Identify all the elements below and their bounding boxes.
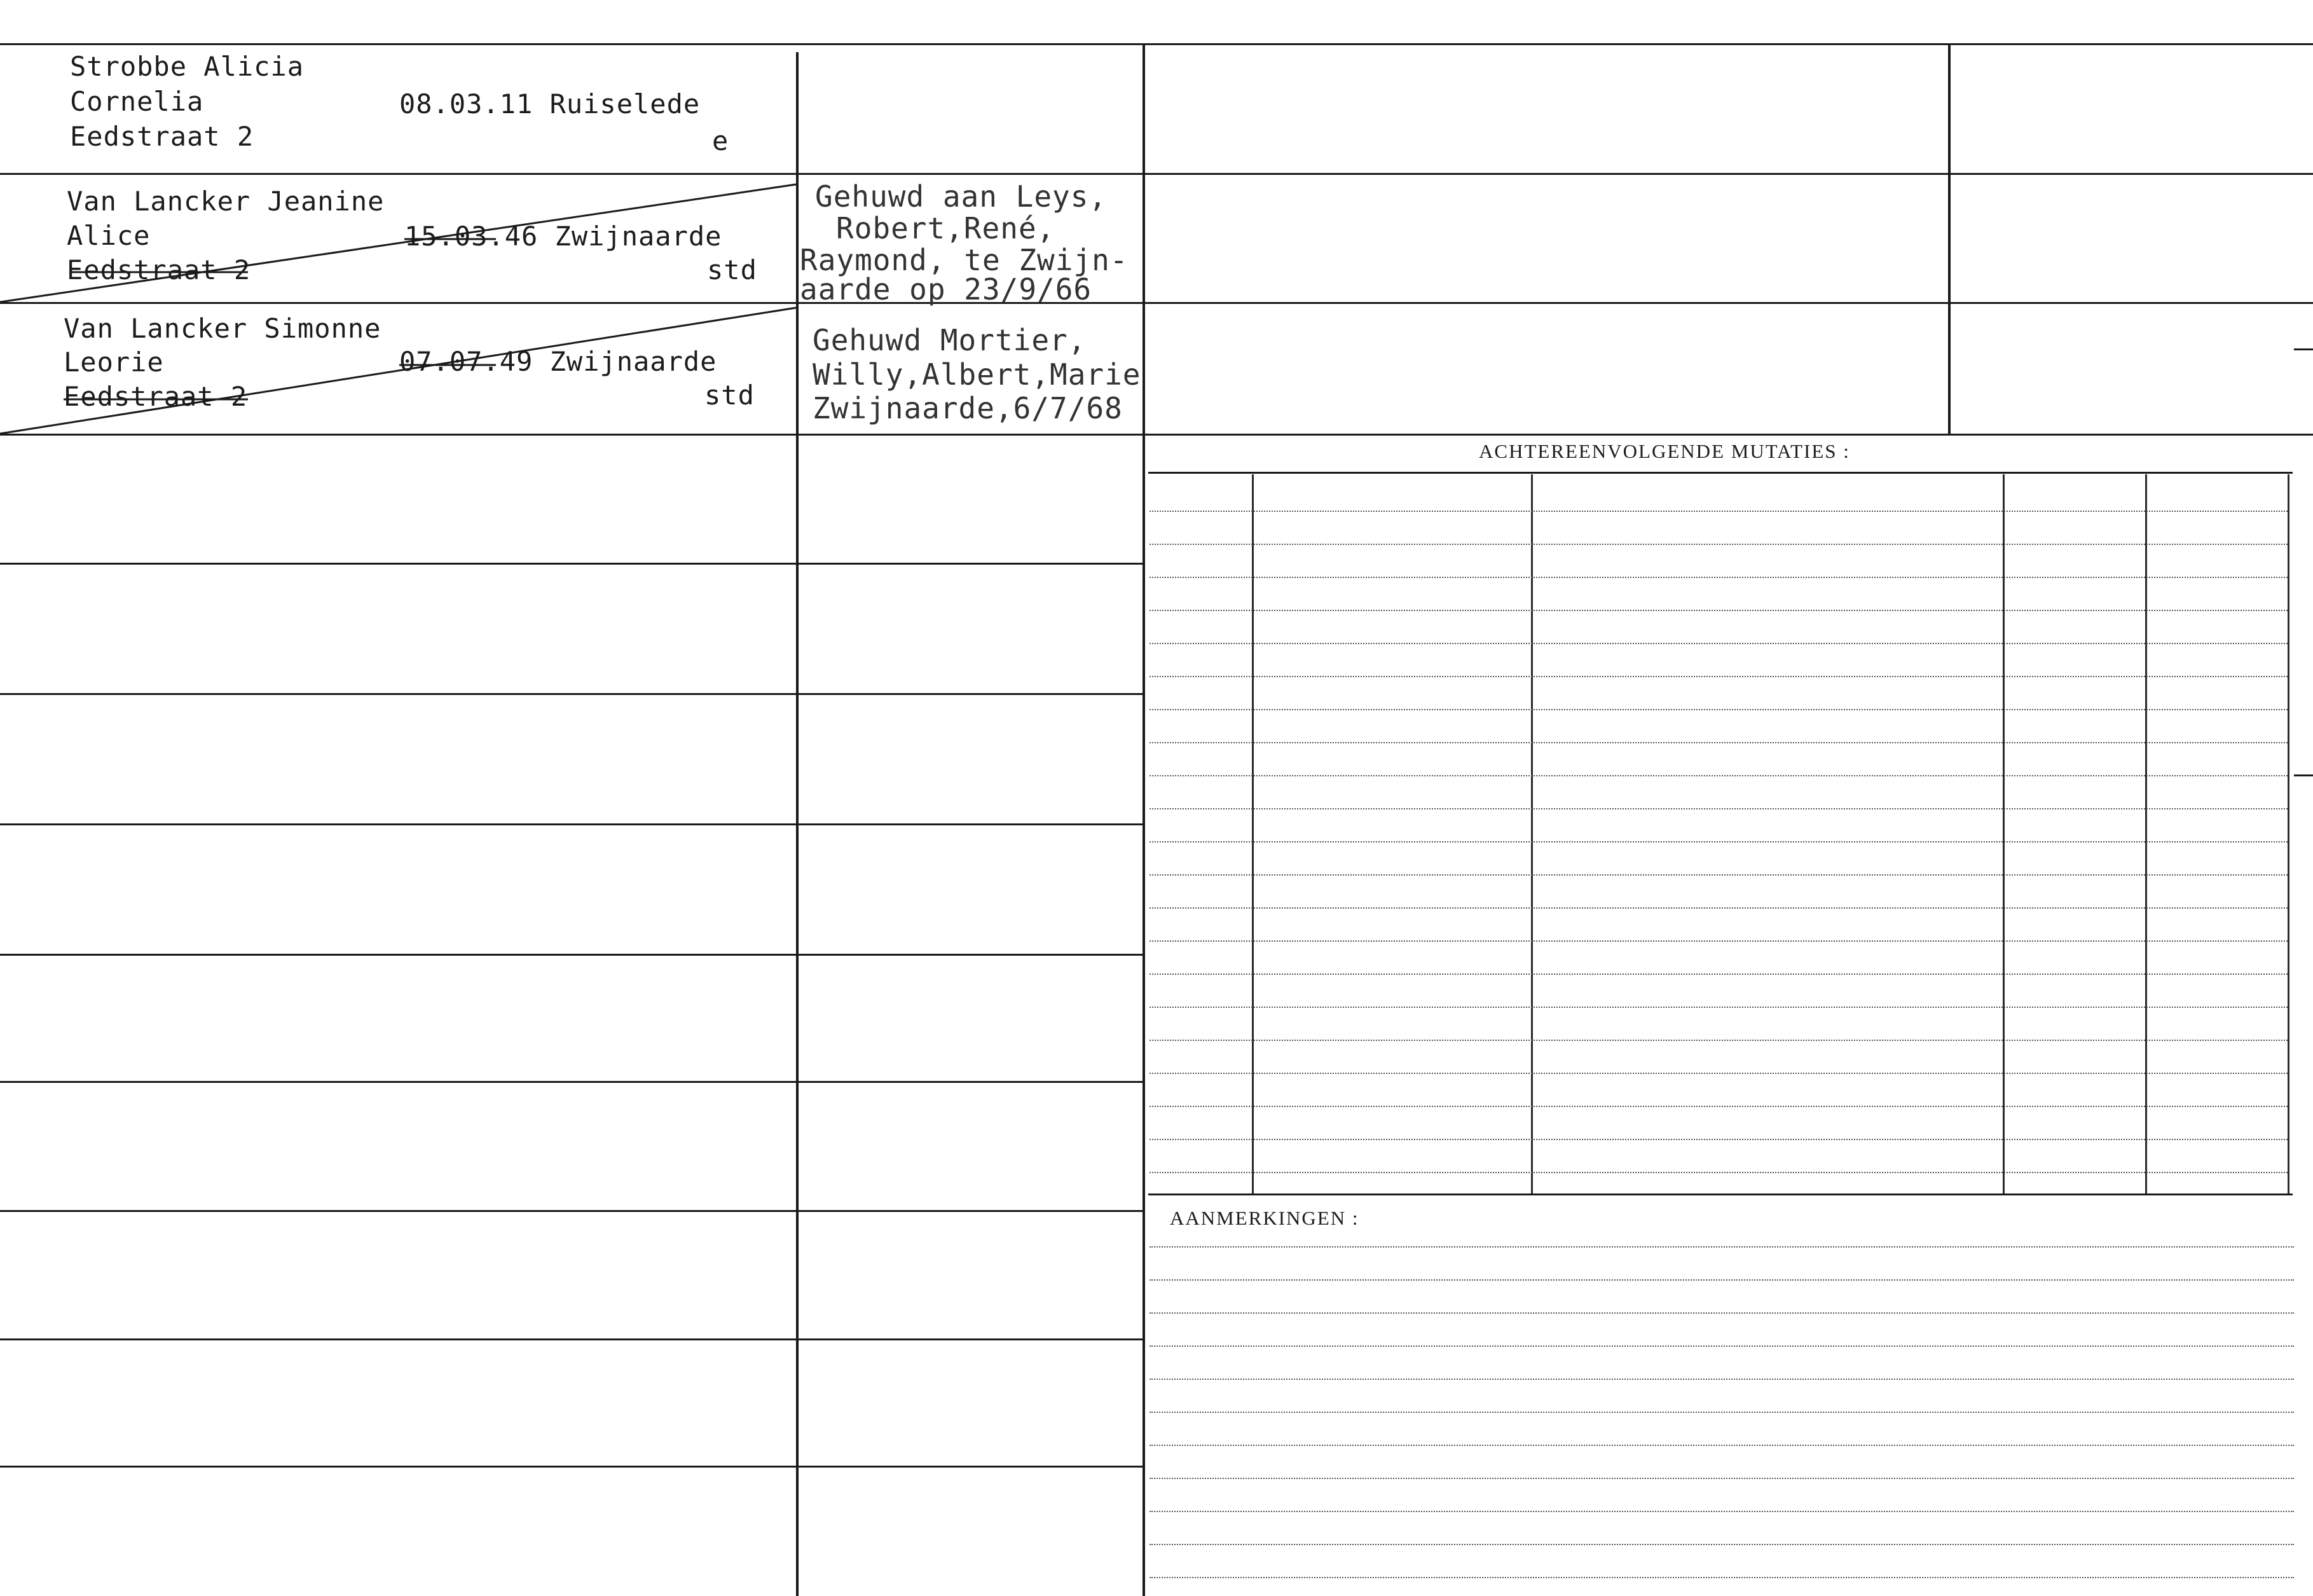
resident-birth-date-place: 07.07.49 Zwijnaarde — [399, 346, 717, 377]
resident-birth-date-place: 08.03.11 Ruiselede — [399, 88, 701, 120]
resident-address: Eedstraat 2 — [64, 381, 248, 412]
marriage-remark-line: Gehuwd aan Leys, — [815, 179, 1108, 214]
resident-given-names: Alice — [67, 220, 151, 251]
resident-status: e — [712, 125, 729, 156]
edge-tick — [2294, 774, 2313, 776]
resident-given-names: Cornelia — [70, 86, 204, 117]
marriage-remark-line: Willy,Albert,Marie — [813, 357, 1141, 392]
resident-address: Eedstraat 2 — [70, 121, 254, 152]
resident-name: Van Lancker Jeanine — [67, 186, 385, 217]
resident-address: Eedstraat 2 — [67, 254, 251, 285]
mutations-heading: ACHTEREENVOLGENDE MUTATIES : — [1479, 440, 1850, 462]
marriage-remark-line: Zwijnaarde,6/7/68 — [813, 391, 1123, 425]
resident-given-names: Leorie — [64, 347, 164, 378]
marriage-remark-line: aarde op 23/9/66 — [800, 272, 1092, 306]
resident-name: Strobbe Alicia — [70, 51, 305, 82]
marriage-remark-line: Raymond, te Zwijn- — [800, 243, 1129, 277]
resident-status: std — [704, 380, 755, 411]
remarks-heading: AANMERKINGEN : — [1170, 1207, 1359, 1229]
resident-birth-date-place: 15.03.46 Zwijnaarde — [404, 221, 722, 252]
resident-name: Van Lancker Simonne — [64, 313, 381, 344]
marriage-remark-line: Gehuwd Mortier, — [813, 323, 1087, 357]
edge-tick — [2294, 348, 2313, 350]
resident-status: std — [707, 254, 757, 285]
marriage-remark-line: Robert,René, — [836, 211, 1055, 245]
strike-line — [0, 308, 796, 434]
strike-line — [0, 184, 796, 302]
